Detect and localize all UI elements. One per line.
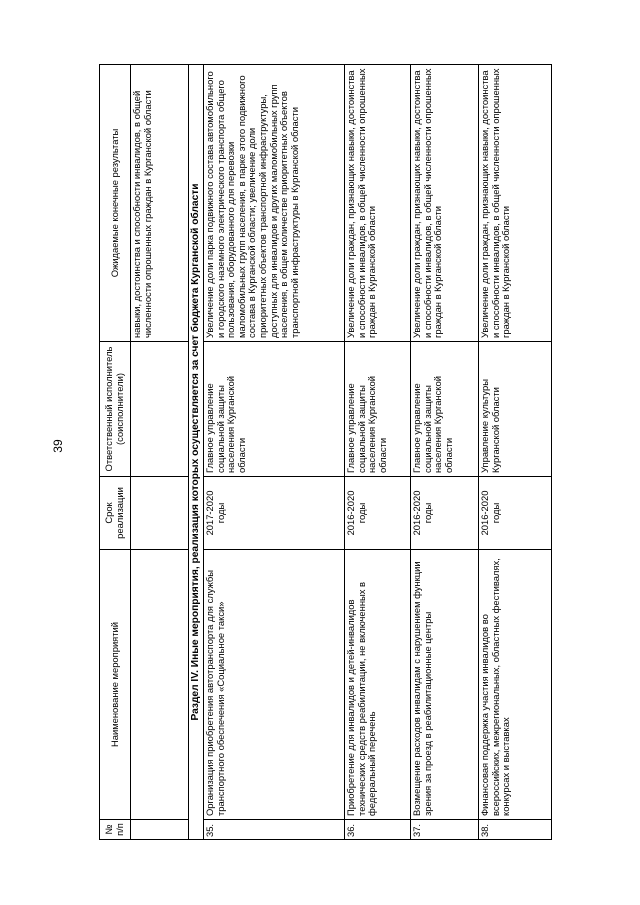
page-number: 39 <box>51 439 65 453</box>
cell-results: навыки, достоинства и способности инвалидов, в общей численности опрошенных граждан в Курганской области <box>131 65 189 342</box>
cell-num: 38. <box>479 820 552 840</box>
cell-executor <box>131 342 189 477</box>
cell-period: 2017-2020 годы <box>204 477 345 550</box>
cell-name: Организация приобретения автотранспорта для службы транспортного обеспечения «Социальное такси» <box>204 550 345 820</box>
cell-executor: Главное управление социальной защиты населения Курганской области <box>204 342 345 477</box>
cell-period <box>131 477 189 550</box>
header-name: Наименование мероприятий <box>100 550 131 820</box>
table-header-row <box>100 65 131 840</box>
cell-executor: Управление культуры Курганской области <box>479 342 552 477</box>
header-period: Срок реализации <box>100 477 131 550</box>
section-row <box>189 65 204 840</box>
table-row <box>479 65 552 840</box>
cell-period: 2016-2020 годы <box>411 477 479 550</box>
header-executor: Ответственный исполнитель (соисполнители) <box>100 342 131 477</box>
rotated-document-body <box>99 65 559 840</box>
cell-executor: Главное управление социальной защиты населения Курганской области <box>411 342 479 477</box>
cell-name <box>131 550 189 820</box>
cell-results: Увеличение доли граждан, признающих навыки, достоинства и способности инвалидов, в общей численности опрошенных граждан в Курганской области <box>411 65 479 342</box>
cell-name: Приобретение для инвалидов и детей-инвалидов технических средств реабилитации, не включенных в федеральный перечень <box>345 550 411 820</box>
cell-results: Увеличение доли граждан, признающих навыки, достоинства и способности инвалидов, в общей численности опрошенных граждан в Курганской области <box>479 65 552 342</box>
header-num: № п/п <box>100 820 131 840</box>
cell-results: Увеличение доли парка подвижного состава автомобильного и городского наземного электрического транспорта общего пользования, оборудованного для перевозки маломобильных групп населения, в парке этого подвижного состава в Курганской области; увеличение доли приоритетных объектов транспортной инфраструктуры, доступных для инвалидов и других маломобильных групп населения, в общем количестве приоритетных объектов транспортной инфраструктуры в Курганской области <box>204 65 345 342</box>
cell-num: 36. <box>345 820 411 840</box>
header-results: Ожидаемые конечные результаты <box>100 65 131 342</box>
cell-executor: Главное управление социальной защиты населения Курганской области <box>345 342 411 477</box>
cell-results: Увеличение доли граждан, признающих навыки, достоинства и способности инвалидов, в общей численности опрошенных граждан в Курганской области <box>345 65 411 342</box>
cell-name: Финансовая поддержка участия инвалидов во всероссийских, межрегиональных, областных фестивалях, конкурсах и выставках <box>479 550 552 820</box>
cell-num <box>131 820 189 840</box>
table-row <box>345 65 411 840</box>
cell-period: 2016-2020 годы <box>479 477 552 550</box>
cell-num: 37. <box>411 820 479 840</box>
table-row <box>411 65 479 840</box>
table-row <box>204 65 345 840</box>
cell-num: 35. <box>204 820 345 840</box>
cell-period: 2016-2020 годы <box>345 477 411 550</box>
table-row-continuation <box>131 65 189 840</box>
measures-table <box>99 64 552 840</box>
section-title: Раздел IV. Иные мероприятия, реализация которых осуществляется за счет бюджета Курганской области <box>189 65 204 840</box>
cell-name: Возмещение расходов инвалидам с нарушением функции зрения за проезд в реабилитационные центры <box>411 550 479 820</box>
